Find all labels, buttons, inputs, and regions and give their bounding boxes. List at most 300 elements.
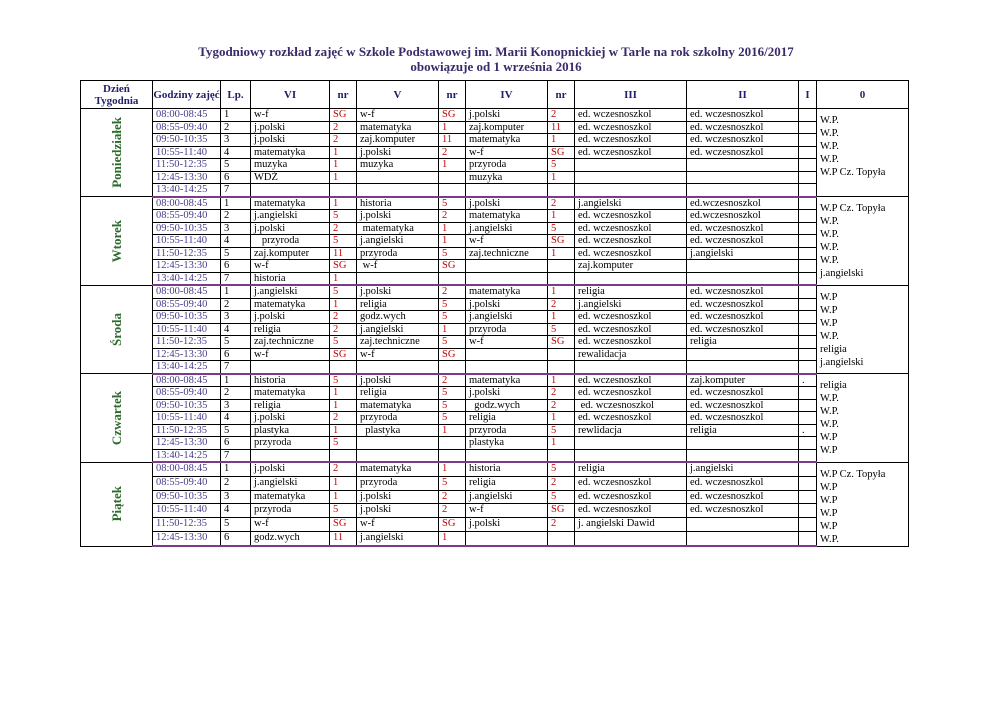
cell-nr: SG [439,260,466,273]
zero-class-entry: W.P [820,445,838,456]
table-row [81,518,909,532]
cell-nr: 5 [439,298,466,311]
cell-ii [687,348,799,361]
zero-class-entry: W.P. [820,229,839,240]
cell-nr: 1 [439,235,466,248]
lp-cell: 6 [221,171,251,184]
cell-i [799,387,817,400]
cell-iii: ed. wczesnoszkol [575,311,687,324]
cell-iii: ed. wczesnoszkol [575,387,687,400]
cell-iv [466,532,548,546]
cell-iv [466,272,548,285]
time-cell: 12:45-13:30 [153,171,221,184]
cell-i [799,476,817,490]
time-cell: 11:50-12:35 [153,518,221,532]
cell-nr: 2 [439,504,466,518]
cell-iv: w-f [466,235,548,248]
cell-iii: ed. wczesnoszkol [575,247,687,260]
cell-ii [687,272,799,285]
cell-i [799,490,817,504]
cell-iv [466,361,548,374]
cell-nr: SG [330,518,357,532]
lp-cell: 3 [221,311,251,324]
title-line-1: Tygodniowy rozkład zajęć w Szkole Podstawowej im. Marii Konopnickiej w Tarle na rok szkolny 2016/2017 [198,44,794,59]
cell-i: . [799,374,817,387]
cell-iv: muzyka [466,171,548,184]
day-cell [81,374,153,463]
cell-iii [575,449,687,462]
cell-ii: ed.wczesnoszkol [687,197,799,210]
cell-v [357,272,439,285]
cell-v: w-f [357,260,439,273]
cell-iv [466,260,548,273]
schedule-table [80,80,909,547]
zero-class-entry: W.P [820,520,838,532]
cell-v: historia [357,197,439,210]
cell-v: w-f [357,348,439,361]
lp-cell: 7 [221,361,251,374]
cell-nr: SG [330,348,357,361]
cell-nr: 5 [330,235,357,248]
cell-vi: j.polski [251,311,330,324]
cell-v: w-f [357,109,439,122]
cell-v [357,437,439,450]
cell-v: j.polski [357,146,439,159]
cell-nr: 2 [439,210,466,223]
zero-class-entry: W.P. [820,128,839,139]
cell-ii: ed. wczesnoszkol [687,504,799,518]
header-day: Dzień Tygodnia [81,81,153,109]
header-row [81,81,909,109]
cell-nr: 5 [548,222,575,235]
cell-iv: godz.wych [466,399,548,412]
cell-i [799,171,817,184]
table-row [81,437,909,450]
table-row [81,285,909,298]
cell-nr [439,272,466,285]
cell-nr: 5 [439,311,466,324]
lp-cell: 3 [221,399,251,412]
cell-vi: plastyka [251,424,330,437]
time-cell: 08:00-08:45 [153,462,221,476]
cell-nr: 1 [330,490,357,504]
cell-ii: religia [687,336,799,349]
time-cell: 08:00-08:45 [153,285,221,298]
cell-ii [687,449,799,462]
cell-i [799,449,817,462]
cell-ii: ed. wczesnoszkol [687,285,799,298]
cell-iii: religia [575,285,687,298]
day-name: Wtorek [108,219,124,262]
cell-vi: historia [251,272,330,285]
cell-vi: matematyka [251,146,330,159]
time-cell: 11:50-12:35 [153,159,221,172]
time-cell: 09:50-10:35 [153,490,221,504]
cell-ii: ed. wczesnoszkol [687,121,799,134]
cell-iv [466,348,548,361]
cell-nr: SG [439,348,466,361]
cell-nr: 1 [548,311,575,324]
cell-v: przyroda [357,412,439,425]
cell-iv: matematyka [466,285,548,298]
cell-nr: 2 [548,109,575,122]
zero-class-entry: W.P. [820,141,839,152]
cell-ii: j.angielski [687,247,799,260]
cell-nr: 1 [439,462,466,476]
cell-nr: 1 [548,437,575,450]
cell-vi: j.polski [251,121,330,134]
header-nr: nr [548,81,575,109]
cell-ii: ed. wczesnoszkol [687,311,799,324]
cell-nr: 5 [548,462,575,476]
day-name: Czwartek [108,390,124,445]
table-row [81,348,909,361]
cell-iii: ed. wczesnoszkol [575,490,687,504]
cell-i [799,462,817,476]
cell-iii: ed. wczesnoszkol [575,235,687,248]
cell-v: zaj.komputer [357,134,439,147]
cell-vi: j.angielski [251,210,330,223]
cell-v: muzyka [357,159,439,172]
lp-cell: 3 [221,134,251,147]
cell-nr [330,184,357,197]
cell-nr: SG [330,260,357,273]
cell-iii: ed. wczesnoszkol [575,323,687,336]
cell-v: religia [357,298,439,311]
cell-iii [575,171,687,184]
zero-class-entry: W.P [820,507,838,519]
cell-v: zaj.techniczne [357,336,439,349]
cell-ii [687,184,799,197]
cell-nr: 5 [439,387,466,400]
cell-ii: zaj.komputer [687,374,799,387]
time-cell: 12:45-13:30 [153,348,221,361]
cell-v: j.angielski [357,235,439,248]
cell-i [799,532,817,546]
cell-iii [575,532,687,546]
cell-nr [439,184,466,197]
day-cell [81,109,153,197]
cell-iv [466,184,548,197]
time-cell: 08:55-09:40 [153,387,221,400]
table-row [81,311,909,324]
lp-cell: 6 [221,260,251,273]
zero-class-entry: W.P [820,317,838,329]
cell-v: matematyka [357,462,439,476]
lp-cell: 7 [221,449,251,462]
cell-i [799,235,817,248]
cell-iii: ed. wczesnoszkol [575,222,687,235]
cell-nr: 2 [330,462,357,476]
cell-i [799,323,817,336]
cell-iii: ed. wczesnoszkol [575,336,687,349]
table-row [81,449,909,462]
cell-v [357,171,439,184]
lp-cell: 1 [221,374,251,387]
time-cell: 12:45-13:30 [153,437,221,450]
cell-i [799,222,817,235]
table-row [81,171,909,184]
cell-i [799,285,817,298]
cell-nr: 2 [330,323,357,336]
table-row [81,361,909,374]
cell-ii: ed. wczesnoszkol [687,490,799,504]
cell-nr: 1 [330,424,357,437]
cell-nr [439,449,466,462]
cell-ii: ed.wczesnoszkol [687,210,799,223]
lp-cell: 2 [221,476,251,490]
zero-class-entry: W.P. [820,255,839,266]
cell-iii [575,272,687,285]
zero-class-entry: W.P. [820,419,839,430]
header-i: I [799,81,817,109]
cell-nr: 1 [548,285,575,298]
lp-cell: 4 [221,235,251,248]
lp-cell: 1 [221,109,251,122]
lp-cell: 5 [221,247,251,260]
cell-i [799,361,817,374]
cell-nr: 1 [548,171,575,184]
cell-v: matematyka [357,222,439,235]
cell-i [799,210,817,223]
zero-class-cell [817,462,909,546]
cell-nr: 1 [548,412,575,425]
day-cell [81,197,153,286]
cell-ii: ed. wczesnoszkol [687,222,799,235]
cell-ii: ed. wczesnoszkol [687,476,799,490]
cell-iii: ed. wczesnoszkol [575,399,687,412]
zero-class-cell [817,109,909,197]
cell-vi: matematyka [251,197,330,210]
cell-vi: WDŻ [251,171,330,184]
cell-i [799,518,817,532]
time-cell: 13:40-14:25 [153,184,221,197]
lp-cell: 1 [221,197,251,210]
cell-iii: ed. wczesnoszkol [575,504,687,518]
cell-iv: w-f [466,504,548,518]
cell-i [799,260,817,273]
cell-iv: zaj.techniczne [466,247,548,260]
zero-class-cell [817,374,909,463]
cell-nr [330,449,357,462]
cell-vi: matematyka [251,387,330,400]
day-cell [81,462,153,546]
lp-cell: 6 [221,532,251,546]
lp-cell: 5 [221,518,251,532]
cell-nr [548,260,575,273]
lp-cell: 5 [221,424,251,437]
cell-i [799,298,817,311]
cell-i [799,197,817,210]
cell-nr: 5 [330,210,357,223]
cell-v: religia [357,387,439,400]
time-cell: 12:45-13:30 [153,260,221,273]
cell-iv: j.polski [466,387,548,400]
cell-iv: plastyka [466,437,548,450]
zero-class-entry: W.P Cz. Topyła [820,167,886,178]
time-cell: 13:40-14:25 [153,361,221,374]
cell-v: w-f [357,518,439,532]
cell-iii: zaj.komputer [575,260,687,273]
cell-v [357,361,439,374]
lp-cell: 1 [221,285,251,298]
cell-nr: 5 [439,197,466,210]
zero-class-entry: W.P. [820,406,839,417]
cell-nr: 5 [439,336,466,349]
cell-vi: matematyka [251,298,330,311]
cell-vi: j.angielski [251,285,330,298]
time-cell: 11:50-12:35 [153,336,221,349]
zero-class-entry: W.P Cz. Topyła [820,468,886,480]
cell-vi: religia [251,323,330,336]
cell-nr: 2 [330,222,357,235]
cell-iii: ed. wczesnoszkol [575,210,687,223]
cell-i [799,247,817,260]
cell-i [799,348,817,361]
cell-vi: j.polski [251,222,330,235]
cell-v: j.angielski [357,323,439,336]
cell-nr: 1 [439,532,466,546]
header-vi: VI [251,81,330,109]
zero-class-cell [817,285,909,374]
cell-iii: ed. wczesnoszkol [575,121,687,134]
cell-nr [439,437,466,450]
cell-v: plastyka [357,424,439,437]
cell-ii: ed. wczesnoszkol [687,235,799,248]
cell-iii: j.angielski [575,197,687,210]
cell-i [799,412,817,425]
cell-nr: 1 [439,159,466,172]
zero-class-entry: W.P [820,494,838,506]
cell-iii: rewlidacja [575,424,687,437]
cell-nr: 2 [548,476,575,490]
cell-v: godz.wych [357,311,439,324]
time-cell: 09:50-10:35 [153,222,221,235]
cell-nr: 1 [330,197,357,210]
cell-iv: j.polski [466,109,548,122]
cell-vi: j.polski [251,134,330,147]
time-cell: 10:55-11:40 [153,146,221,159]
zero-class-entry: W.P. [820,533,839,545]
time-cell: 08:55-09:40 [153,298,221,311]
cell-nr: 5 [330,504,357,518]
cell-ii [687,361,799,374]
cell-iv: religia [466,476,548,490]
cell-iv: zaj.komputer [466,121,548,134]
table-row [81,146,909,159]
table-row [81,424,909,437]
header-v: V [357,81,439,109]
cell-v: j.polski [357,504,439,518]
lp-cell: 6 [221,437,251,450]
cell-iv: przyroda [466,323,548,336]
time-cell: 09:50-10:35 [153,134,221,147]
day-name: Środa [108,312,124,346]
cell-nr [439,171,466,184]
cell-i: . [799,424,817,437]
cell-i [799,121,817,134]
cell-v: j.angielski [357,532,439,546]
cell-iv: j.polski [466,197,548,210]
cell-ii [687,532,799,546]
zero-class-entry: W.P [820,481,838,493]
day-name: Piątek [108,486,124,522]
cell-nr: 5 [330,374,357,387]
cell-nr: 1 [439,323,466,336]
lp-cell: 2 [221,121,251,134]
cell-nr [548,348,575,361]
cell-ii: ed. wczesnoszkol [687,298,799,311]
table-row [81,532,909,546]
table-row [81,159,909,172]
cell-nr: 1 [330,476,357,490]
cell-iii [575,437,687,450]
cell-nr: SG [330,109,357,122]
cell-nr: SG [548,235,575,248]
time-cell: 08:00-08:45 [153,374,221,387]
time-cell: 11:50-12:35 [153,424,221,437]
cell-nr: 1 [330,171,357,184]
cell-nr: 5 [439,412,466,425]
cell-ii: ed. wczesnoszkol [687,323,799,336]
cell-vi: muzyka [251,159,330,172]
cell-v: przyroda [357,476,439,490]
table-row [81,412,909,425]
cell-iv: j.polski [466,518,548,532]
cell-v: j.polski [357,490,439,504]
cell-vi: w-f [251,260,330,273]
cell-iv [466,449,548,462]
header-zero: 0 [817,81,909,109]
cell-nr: SG [548,504,575,518]
day-cell [81,285,153,374]
cell-vi: w-f [251,518,330,532]
cell-nr: 5 [548,424,575,437]
time-cell: 10:55-11:40 [153,323,221,336]
cell-i [799,437,817,450]
cell-ii: j.angielski [687,462,799,476]
cell-ii: ed. wczesnoszkol [687,399,799,412]
cell-nr: 2 [439,285,466,298]
cell-nr: 11 [330,247,357,260]
lp-cell: 4 [221,412,251,425]
zero-class-entry: W.P [820,432,838,443]
zero-class-entry: religia [820,380,847,391]
zero-class-entry: W.P. [820,216,839,227]
cell-iii: ed. wczesnoszkol [575,109,687,122]
cell-iv: w-f [466,146,548,159]
cell-i [799,336,817,349]
table-row [81,222,909,235]
cell-i [799,504,817,518]
cell-vi: religia [251,399,330,412]
cell-vi [251,361,330,374]
time-cell: 08:55-09:40 [153,210,221,223]
table-row [81,490,909,504]
cell-nr: 2 [439,146,466,159]
cell-nr: 1 [330,159,357,172]
cell-vi: j.polski [251,412,330,425]
cell-nr: 1 [439,424,466,437]
title-line-2: obowiązuje od 1 września 2016 [410,59,582,74]
cell-nr [548,184,575,197]
cell-nr: 2 [439,490,466,504]
cell-nr: 2 [330,134,357,147]
zero-class-entry: j.angielski [820,268,864,279]
cell-v [357,184,439,197]
cell-vi: matematyka [251,490,330,504]
table-row [81,387,909,400]
